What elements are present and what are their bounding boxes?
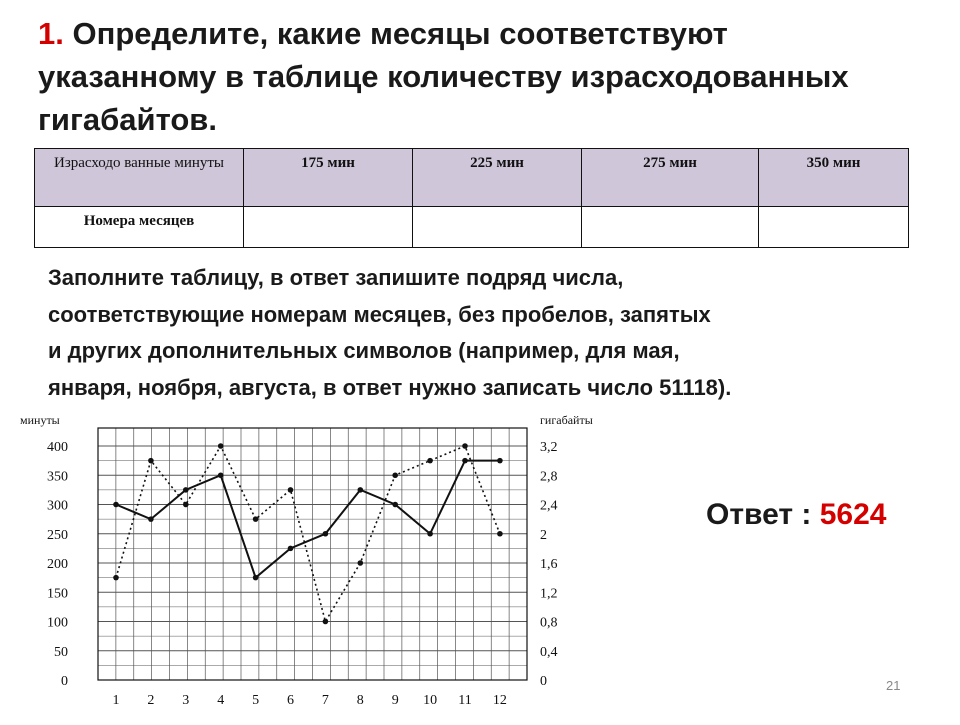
left-tick-label: 150 (47, 586, 68, 602)
minutes-point (113, 502, 119, 508)
x-tick-label: 8 (356, 693, 364, 708)
header-cell-275: 275 мин (582, 149, 759, 207)
header-cell-minutes: Израсходо ванные минуты (35, 149, 244, 207)
chart-svg (0, 400, 620, 720)
task-number: 1. (38, 16, 64, 51)
left-tick-label: 300 (47, 498, 68, 514)
answer-cell-2[interactable] (413, 207, 582, 248)
gigabytes-point (113, 575, 119, 581)
gigabytes-point (183, 502, 189, 508)
left-tick-label: 100 (47, 615, 68, 631)
gigabytes-point (427, 458, 433, 464)
row-label-months: Номера месяцев (35, 207, 244, 248)
right-tick-label: 2,4 (540, 498, 558, 514)
minutes-point (497, 458, 503, 464)
gigabytes-point (462, 443, 468, 449)
table-header-row (35, 149, 909, 207)
answer-cell-4[interactable] (759, 207, 909, 248)
left-tick-label: 200 (47, 557, 68, 572)
right-tick-label: 3,2 (540, 440, 558, 455)
x-tick-label: 11 (458, 693, 472, 708)
task-table (34, 148, 909, 248)
header-cell-350: 350 мин (759, 149, 909, 207)
x-tick-label: 2 (147, 693, 155, 708)
minutes-point (148, 516, 154, 522)
left-tick-label: 350 (47, 469, 68, 485)
left-tick-label: 0 (61, 674, 68, 689)
task-title (38, 12, 938, 141)
left-tick-label: 50 (54, 644, 68, 660)
answer-cell-3[interactable] (582, 207, 759, 248)
instruction-line: января, ноября, августа, в ответ нужно записать число 51118). (48, 374, 732, 400)
header-cell-175: 175 мин (244, 149, 413, 207)
minutes-point (462, 458, 468, 464)
title-line-3: гигабайтов. (38, 102, 217, 137)
right-tick-label: 2 (540, 527, 547, 543)
header-cell-225: 225 мин (413, 149, 582, 207)
left-axis-label: минуты (20, 413, 60, 427)
x-tick-label: 1 (112, 693, 120, 708)
gigabytes-point (218, 443, 224, 449)
instruction-line: и других дополнительных символов (например, для мая, (48, 338, 680, 363)
instruction-line: соответствующие номерам месяцев, без пробелов, запятых (48, 301, 711, 327)
x-tick-label: 7 (321, 693, 329, 708)
minutes-point (323, 531, 329, 537)
gigabytes-point (497, 531, 503, 537)
x-tick-label: 9 (391, 693, 399, 708)
answer-cell-1[interactable] (244, 207, 413, 248)
right-tick-label: 0,4 (540, 644, 558, 660)
minutes-point (218, 472, 224, 478)
page-number: 21 (886, 678, 901, 693)
right-axis-label: гигабайты (540, 413, 593, 427)
gigabytes-point (323, 619, 329, 625)
gigabytes-point (288, 487, 294, 493)
answer-value: 5624 (819, 498, 887, 531)
right-tick-label: 1,2 (540, 586, 558, 602)
x-tick-label: 10 (423, 693, 438, 708)
minutes-point (358, 487, 364, 493)
right-tick-label: 2,8 (540, 469, 558, 485)
gigabytes-point (148, 458, 154, 464)
right-tick-label: 0,8 (540, 615, 558, 631)
minutes-point (427, 531, 433, 537)
x-tick-label: 4 (217, 693, 225, 708)
title-line-1: Определите, какие месяцы соответствуют (72, 16, 728, 51)
x-tick-label: 5 (252, 693, 260, 708)
gigabytes-point (253, 516, 259, 522)
minutes-point (392, 502, 398, 508)
instructions (48, 260, 953, 406)
title-line-2: указанному в таблице количеству израсходованных (38, 59, 849, 94)
x-tick-label: 3 (182, 693, 190, 708)
minutes-point (253, 575, 259, 581)
minutes-point (288, 546, 294, 552)
answer (706, 498, 886, 532)
gigabytes-point (358, 560, 364, 566)
left-tick-label: 400 (47, 440, 68, 455)
minutes-point (183, 487, 189, 493)
right-tick-label: 0 (540, 674, 547, 689)
table-months-row (35, 207, 909, 248)
instruction-line: Заполните таблицу, в ответ запишите подряд числа, (48, 265, 624, 290)
gigabytes-point (392, 472, 398, 478)
x-tick-label: 12 (492, 693, 507, 708)
answer-label: Ответ : (706, 498, 820, 531)
x-tick-label: 6 (287, 693, 294, 708)
usage-chart (0, 400, 620, 720)
left-tick-label: 250 (47, 527, 68, 543)
right-tick-label: 1,6 (540, 557, 558, 572)
